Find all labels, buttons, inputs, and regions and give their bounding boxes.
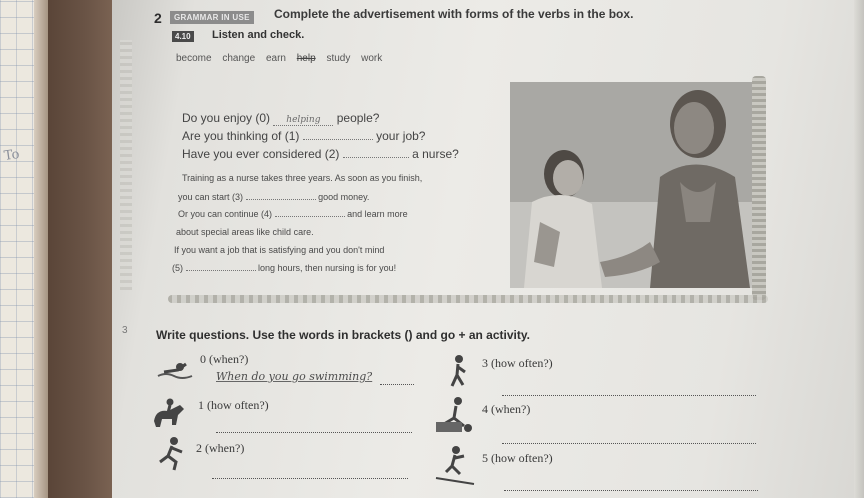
nurse-and-child-photo [510, 82, 754, 288]
ad-text: long hours, then nursing is for you! [258, 263, 397, 273]
answer-blank-1[interactable] [303, 139, 373, 140]
exercise-2-instruction: Complete the advertisement with forms of the verbs in the box. [274, 7, 634, 21]
ad-text: good money. [318, 192, 370, 202]
bowling-icon [434, 396, 474, 439]
question-2-label: 2 (when?) [196, 441, 245, 455]
ad-text: you can start (3) [178, 192, 244, 202]
swimming-icon [156, 358, 194, 389]
ad-text: and learn more [347, 209, 408, 219]
answer-blank-0: helping [273, 115, 333, 126]
ad-text: Have you ever considered (2) [182, 147, 340, 161]
answer-blank-3[interactable] [246, 199, 316, 200]
listen-instruction: Listen and check. [212, 29, 305, 41]
question-4-answer-line[interactable] [502, 443, 756, 444]
question-5-answer-line[interactable] [504, 490, 758, 491]
answer-blank-4[interactable] [275, 216, 345, 217]
verb-change: change [222, 53, 256, 64]
exercise-2-number: 2 [154, 10, 162, 26]
horse-riding-icon [150, 395, 190, 434]
audio-track-badge: 4.10 [172, 31, 194, 42]
question-4-label: 4 (when?) [482, 402, 531, 416]
ad-paragraph-line [178, 209, 408, 219]
ad-paragraph-line [172, 263, 396, 273]
question-0-answer: When do you go swimming? [216, 370, 373, 383]
question-0-label: 0 (when?) [200, 352, 249, 366]
ad-text: (5) [172, 263, 183, 273]
ad-text: a nurse? [412, 147, 459, 161]
ad-line-1 [182, 129, 425, 143]
nurse-illustration [510, 82, 754, 288]
notebook-scribble: To [3, 146, 21, 165]
question-2-answer-line[interactable] [212, 478, 408, 479]
skiing-icon [434, 444, 478, 491]
verb-earn: earn [265, 53, 286, 64]
ad-paragraph-line: about special areas like child care. [176, 227, 314, 237]
question-1-label: 1 (how often?) [198, 398, 269, 412]
decorative-border-right [752, 76, 766, 300]
ad-line-2 [182, 147, 459, 161]
ad-text: people? [336, 111, 380, 125]
answer-blank-5[interactable] [186, 270, 256, 271]
question-0-line [380, 384, 414, 385]
running-icon [156, 436, 188, 477]
exercise-3-number: 3 [122, 325, 128, 336]
decorative-border-bottom [168, 295, 768, 303]
question-5-label: 5 (how often?) [482, 451, 553, 465]
verb-box [176, 53, 390, 64]
jogging-icon [446, 354, 470, 393]
book-cover [48, 0, 112, 498]
ad-paragraph-line: Training as a nurse takes three years. As soon as you finish, [182, 173, 423, 183]
ad-text: Or you can continue (4) [178, 209, 273, 219]
question-3-label: 3 (how often?) [482, 356, 553, 370]
answer-blank-2[interactable] [343, 157, 409, 158]
page-edge [854, 0, 864, 498]
ad-paragraph-line: If you want a job that is satisfying and you don't mind [174, 245, 385, 255]
decorative-border-left [120, 40, 132, 290]
ad-text: your job? [376, 129, 426, 143]
verb-study: study [326, 53, 351, 64]
notebook-page [0, 0, 34, 498]
verb-work: work [361, 53, 383, 64]
ad-line-0 [182, 111, 379, 126]
exercise-3-instruction: Write questions. Use the words in brackets () and go + an activity. [156, 328, 530, 342]
ad-text: Are you thinking of (1) [182, 129, 300, 143]
book-spine [34, 0, 48, 498]
verb-become: become [176, 53, 212, 64]
verb-help: help [296, 53, 316, 64]
ad-paragraph-line [178, 192, 369, 202]
question-1-answer-line[interactable] [216, 432, 412, 433]
ad-text: Do you enjoy (0) [182, 111, 271, 125]
textbook-page [112, 0, 864, 498]
question-3-answer-line[interactable] [502, 395, 756, 396]
grammar-in-use-badge: GRAMMAR IN USE [170, 11, 254, 24]
